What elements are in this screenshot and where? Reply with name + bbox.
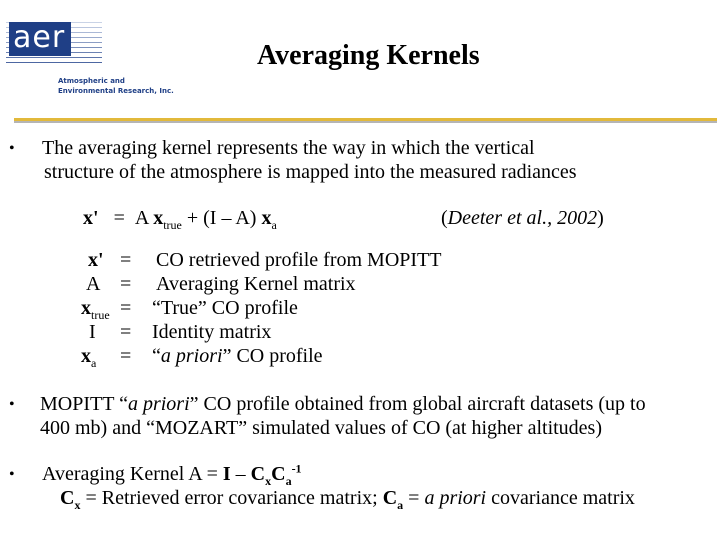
- logo-word: aer: [9, 22, 71, 56]
- citation: [441, 206, 604, 230]
- kernel-equation: [83, 206, 277, 230]
- bullet-3-x-sub: x: [265, 474, 272, 488]
- def-xa-close: ” CO profile: [222, 345, 323, 367]
- bullet-3-l2-Ca-sub: a: [397, 498, 404, 512]
- def-xtrue-symbol: [81, 296, 110, 320]
- aer-logo: [6, 18, 176, 104]
- bullet-3-l2-Cx: C: [60, 487, 75, 509]
- def-xprime-sym: x': [88, 249, 104, 271]
- def-xtrue-x: x: [81, 297, 91, 319]
- bullet-3-l2-ital: a priori: [424, 487, 487, 509]
- intro-line-2: structure of the atmosphere is mapped into the measured radiances: [44, 161, 577, 183]
- def-xa-sub: a: [91, 356, 97, 370]
- def-xa-ital: a priori: [160, 345, 223, 367]
- bullet-3-marker: •: [9, 466, 15, 483]
- eq-plus: +: [186, 207, 199, 229]
- eq-xprime: x': [83, 207, 99, 229]
- eq-a-sub: a: [271, 218, 277, 232]
- citation-close: ): [597, 207, 604, 229]
- bullet-2-ital: a priori: [127, 393, 190, 415]
- def-xprime-symbol: [88, 248, 104, 272]
- bullet-3-C: C: [250, 463, 266, 485]
- logo-tagline: [58, 76, 174, 96]
- def-A-symbol: A: [86, 273, 101, 295]
- bullet-3-l2-mid: = Retrieved error covariance matrix;: [80, 487, 383, 509]
- bullet-2-line-1: [40, 392, 646, 416]
- def-xa-x: x: [81, 345, 91, 367]
- eq-x: x: [153, 207, 164, 229]
- bullet-3-I: I: [222, 463, 231, 485]
- eq-identity: (I – A): [203, 207, 257, 229]
- bullet-3-l2-Ca: C: [382, 487, 398, 509]
- page-title: Averaging Kernels: [257, 40, 480, 71]
- def-I-desc: Identity matrix: [152, 321, 272, 343]
- def-A-desc: Averaging Kernel matrix: [156, 273, 356, 295]
- def-eq-2: =: [120, 273, 132, 295]
- def-eq-3: =: [120, 297, 132, 319]
- bullet-1-marker: •: [9, 140, 15, 157]
- bullet-3-a-sub: a: [285, 474, 292, 488]
- eq-equals: =: [113, 207, 125, 229]
- intro-line-1: The averaging kernel represents the way in which the vertical: [42, 137, 535, 159]
- bullet-3-line-2: [60, 486, 635, 510]
- bullet-2-part2: ” CO profile obtained from global aircraft datasets (up to: [189, 393, 646, 415]
- def-xa-open: “: [152, 345, 161, 367]
- bullet-3-l2-end: covariance matrix: [486, 487, 635, 509]
- eq-A: A: [134, 207, 149, 229]
- def-xa-symbol: [81, 344, 96, 368]
- bullet-3-prefix: Averaging Kernel A =: [42, 463, 223, 485]
- citation-body: Deeter et al., 2002: [447, 207, 598, 229]
- bullet-2-line-2: 400 mb) and “MOZART” simulated values of CO (at higher altitudes): [40, 417, 603, 439]
- bullet-3-Ca: C: [271, 463, 286, 485]
- bullet-3-l2-eq: =: [403, 487, 425, 509]
- bullet-2-part1: MOPITT “: [40, 393, 128, 415]
- eq-true-sub: true: [163, 218, 182, 232]
- bullet-3-sup: -1: [291, 461, 302, 476]
- def-eq-5: =: [120, 345, 132, 367]
- def-eq-4: =: [120, 321, 132, 343]
- citation-open: (: [441, 207, 448, 229]
- def-I-symbol: I: [89, 321, 96, 343]
- def-xtrue-sub: true: [91, 308, 110, 322]
- def-eq-1: =: [120, 249, 132, 271]
- bullet-3-line-1: [42, 462, 302, 486]
- title-rule-grey: [14, 121, 717, 123]
- bullet-3-l2-Cx-sub: x: [74, 498, 81, 512]
- def-xtrue-desc: “True” CO profile: [152, 297, 298, 319]
- def-xa-desc: [152, 344, 323, 368]
- bullet-3-dash: –: [230, 463, 251, 485]
- logo-tagline-line1: Atmospheric and: [58, 77, 125, 85]
- eq-xa: x: [261, 207, 272, 229]
- def-xprime-desc: CO retrieved profile from MOPITT: [156, 249, 442, 271]
- bullet-2-marker: •: [9, 396, 15, 413]
- logo-tagline-line2: Environmental Research, Inc.: [58, 87, 174, 95]
